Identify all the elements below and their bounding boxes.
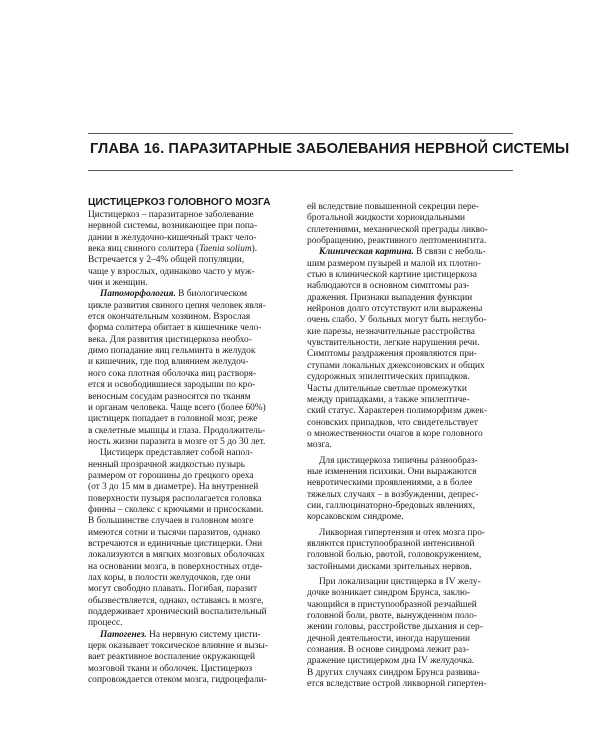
paragraph-line: ные изменения психики. Они выражаются bbox=[307, 466, 477, 477]
paragraph-line: локализуются в мягких мозговых оболочках bbox=[88, 550, 265, 561]
paragraph-line: и кишечник, где под влиянием желудоч- bbox=[88, 357, 249, 368]
paragraph-line: чувствительности, легкие нарушения речи. bbox=[307, 338, 480, 349]
paragraph-line: ненный прозрачной жидкостью пузырь bbox=[88, 459, 246, 470]
paragraph-line: мозговой ткани и оболочек. Цистицеркоз bbox=[88, 663, 253, 674]
paragraph-line: Ликворная гипертензия и отек мозга про- bbox=[319, 527, 486, 538]
paragraph-line: бротальной жидкости хориоидальными bbox=[307, 213, 466, 224]
paragraph-line: финны – сколекс с крючьями и присосками. bbox=[88, 504, 264, 515]
paragraph-line: В других случаях синдром Брунса развива- bbox=[307, 667, 480, 678]
paragraph-line: поддерживает хронический воспалительный bbox=[88, 607, 267, 618]
paragraph-line: димо попадание яиц гельминта в желудок bbox=[88, 346, 256, 357]
paragraph-line: шим размером пузырей и малой их плотно- bbox=[307, 258, 481, 269]
paragraph-hypertension bbox=[307, 528, 517, 573]
paragraph-line: поверхности пузыря располагается головка bbox=[88, 493, 262, 504]
line-text: В связи с неболь- bbox=[413, 247, 486, 258]
paragraph-line: являются приступообразной интенсивной bbox=[307, 538, 475, 549]
paragraph-line: на основании мозга, в поверхностных отде- bbox=[88, 561, 263, 572]
paragraph-line: головной боли, рвоте, вынужденном поло- bbox=[307, 611, 477, 622]
paragraph-line: между припадками, а также эпилептиче- bbox=[307, 394, 470, 405]
term-clinical-picture: Клиническая картина. bbox=[319, 247, 414, 258]
paragraph-line: соновских припадков, что свидетельствует bbox=[307, 417, 478, 428]
paragraph-line: мозга. bbox=[307, 440, 332, 451]
paragraph-line: и органам человека. Чаще всего (более 60%) bbox=[88, 402, 266, 413]
paragraph-line: корсаковском синдроме. bbox=[307, 512, 404, 523]
paragraph-line: ность жизни паразита в мозге от 5 до 30 лет. bbox=[88, 436, 266, 447]
paragraph-line: цикле развития свиного цепня человек явля- bbox=[88, 300, 266, 311]
paragraph-line: ется окончательным хозяином. Взрослая bbox=[88, 312, 251, 323]
paragraph-line: ступами локальных джексоновских и общих bbox=[307, 360, 485, 371]
paragraph-line: обызвествляется, однако, оставаясь в мозге, bbox=[88, 595, 264, 606]
section-title: ЦИСТИЦЕРКОЗ ГОЛОВНОГО МОЗГА bbox=[88, 197, 271, 208]
paragraph-cysticercus bbox=[88, 448, 298, 630]
paragraph-line: встречаются и единичные цистицерки. Они bbox=[88, 538, 263, 549]
paragraph-line: судорожных эпилептических припадков. bbox=[307, 372, 470, 383]
paragraph-line: размером от горошины до грецкого ореха bbox=[88, 470, 254, 481]
paragraph-line: Для цистицеркоза типичны разнообраз- bbox=[319, 455, 478, 466]
paragraph-line: кие парезы, незначительные расстройства bbox=[307, 326, 475, 337]
paragraph-line: века яиц свиного солитера (Taenia solium). bbox=[88, 244, 258, 255]
paragraph-line: невротическими проявлениями, а в более bbox=[307, 478, 473, 489]
paragraph-line: дечной деятельности, иногда нарушении bbox=[307, 633, 471, 644]
paragraph-line: могут свободно плавать. Погибая, паразит bbox=[88, 584, 258, 595]
paragraph-line: В большинстве случаев в головном мозге bbox=[88, 516, 254, 527]
paragraph-line: церк оказывает токсическое влияние и вызы- bbox=[88, 641, 268, 652]
paragraph-line: Цистицеркоз – паразитарное заболевание bbox=[88, 210, 254, 220]
paragraph-line: имеются сотни и тысячи паразитов, однако bbox=[88, 527, 261, 538]
paragraph-line: ется и освободившиеся зародыши по кро- bbox=[88, 380, 256, 391]
paragraph-line: форма солитера обитает в кишечнике чело- bbox=[88, 323, 262, 334]
line-text: В биологическом bbox=[175, 289, 248, 300]
paragraph-line: тяжелых случаях – в возбуждении, депрес- bbox=[307, 489, 479, 500]
right-column bbox=[307, 202, 517, 690]
paragraph-line: сплетениями, механической преграды ликво- bbox=[307, 224, 488, 235]
paragraph-line: Симптомы раздражения проявляются при- bbox=[307, 349, 478, 360]
paragraph-line: Цистицерк представляет собой напол- bbox=[100, 448, 253, 459]
left-column bbox=[88, 197, 298, 686]
paragraph-line: Встречается у 2–4% общей популяции, bbox=[88, 255, 245, 266]
paragraph-pathogenesis bbox=[88, 641, 298, 686]
paragraph-line: жении головы, расстройстве дыхания и сер- bbox=[307, 622, 483, 633]
paragraph-line: чающийся в приступообразной резчайшей bbox=[307, 599, 477, 610]
chapter-top-rule bbox=[88, 133, 513, 134]
paragraph-line: Часты длительные светлые промежутки bbox=[307, 383, 467, 394]
paragraph-line: ский статус. Характерен полиморфизм джек- bbox=[307, 406, 488, 417]
paragraph-line: дании в желудочно-кишечный тракт чело- bbox=[88, 232, 257, 243]
paragraph-line: процесс. bbox=[88, 618, 123, 629]
paragraph-line: вает реактивное воспаление окружающей bbox=[88, 652, 255, 663]
chapter-bottom-rule bbox=[88, 170, 513, 171]
paragraph-line: (от 3 до 15 мм в диаметре). На внутренней bbox=[88, 482, 259, 493]
chapter-title: ГЛАВА 16. ПАРАЗИТАРНЫЕ ЗАБОЛЕВАНИЯ НЕРВНОЙ СИСТЕМЫ bbox=[90, 141, 570, 157]
paragraph-line: наблюдаются в основном симптомы раз- bbox=[307, 281, 470, 292]
paragraph-line: головной болью, рвотой, головокружением, bbox=[307, 550, 482, 561]
paragraph-line: нервной системы, возникающее при попа- bbox=[88, 221, 258, 232]
paragraph-line: о множественности очагов в коре головного bbox=[307, 428, 483, 439]
paragraph-line: дочке возникает синдром Брунса, заклю- bbox=[307, 588, 471, 599]
paragraph-line bbox=[88, 289, 298, 300]
paragraph-pathomorphology bbox=[88, 301, 298, 448]
paragraph-line: ей вследствие повышенной секреции пере- bbox=[307, 202, 480, 212]
paragraph-continuation bbox=[307, 202, 517, 247]
paragraph-line: века. Для развития цистицеркоза необхо- bbox=[88, 334, 252, 345]
line-text: На нервную систему цисти- bbox=[146, 629, 261, 640]
paragraph-line: застойными дисками зрительных нервов. bbox=[307, 561, 472, 572]
paragraph-psychic bbox=[307, 456, 517, 524]
paragraph-line: нейронов долго отсутствуют или выражены bbox=[307, 304, 483, 315]
paragraph-line: чин и женщин. bbox=[88, 278, 148, 289]
paragraph-line: очень слабо. У больных могут быть неглубо- bbox=[307, 315, 487, 326]
term-pathomorphology: Патоморфология. bbox=[100, 289, 176, 300]
paragraph-line: чаще у взрослых, одинаково часто у муж- bbox=[88, 266, 255, 277]
paragraph-line: сознания. В основе синдрома лежит раз- bbox=[307, 645, 470, 656]
paragraph-line: стью в клинической картине цистицеркоза bbox=[307, 270, 477, 281]
paragraph-line bbox=[307, 247, 517, 258]
paragraph-line: сопровождается отеком мозга, гидроцефали- bbox=[88, 675, 267, 686]
paragraph-line: ется вследствие острой ликворной гипертен- bbox=[307, 679, 487, 690]
paragraph-line: веносным сосудам разносятся по тканям bbox=[88, 391, 251, 402]
paragraph-line: ного сока плотная оболочка яиц растворя- bbox=[88, 368, 257, 379]
paragraph-intro bbox=[88, 210, 298, 289]
paragraph-line: При локализации цистицерка в IV желу- bbox=[319, 577, 481, 587]
paragraph-line: лах коры, в полости желудочков, где они bbox=[88, 573, 251, 583]
paragraph-line: цистицерк попадает в головной мозг, реже bbox=[88, 414, 258, 425]
term-pathogenesis: Патогенез. bbox=[100, 629, 147, 640]
paragraph-line bbox=[88, 630, 298, 641]
paragraph-clinical bbox=[307, 259, 517, 452]
paragraph-bruns bbox=[307, 577, 517, 690]
paragraph-line: дражение цистицерком дна IV желудочка. bbox=[307, 656, 475, 667]
latin-name: Taenia solium bbox=[199, 244, 252, 255]
paragraph-line: сии, галлюцинаторно-бредовых явлениях, bbox=[307, 500, 476, 511]
paragraph-line: рообращению, реактивного лептоменингита. bbox=[307, 236, 487, 247]
paragraph-line: в скелетные мышцы и глаза. Продолжитель- bbox=[88, 425, 266, 436]
paragraph-line: дражения. Признаки выпадения функции bbox=[307, 292, 473, 303]
